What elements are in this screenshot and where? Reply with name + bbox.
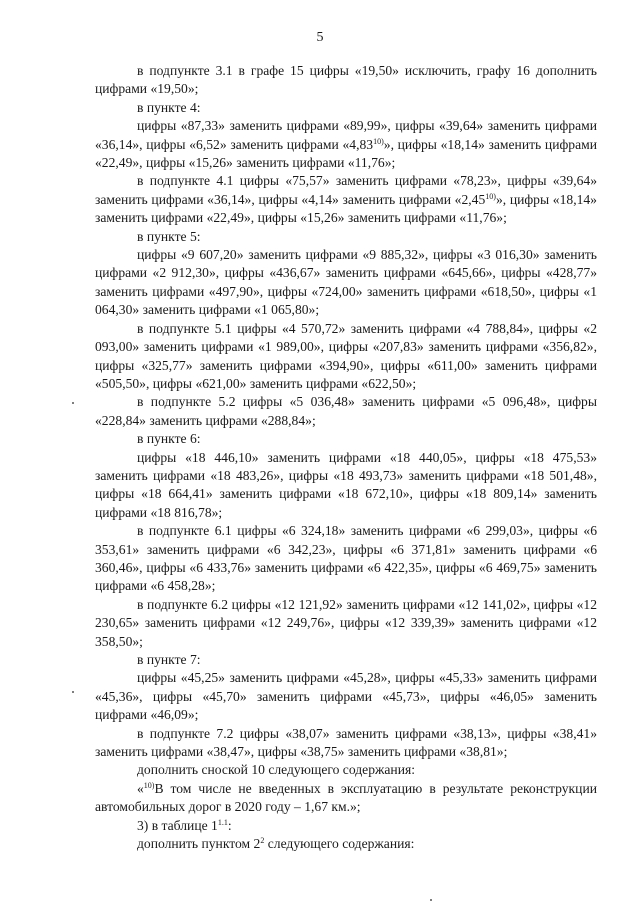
paragraph: [95, 228, 597, 246]
paragraph-text: цифры «45,25» заменить цифрами «45,28», цифры «45,33» заменить цифрами «45,36», цифры «45,70» заменить цифрами «45,73», цифры «46,05» заменить цифрами «46,09»;: [95, 670, 597, 723]
paragraph-text: в подпункте 4.1 цифры «75,57» заменить цифрами «78,23», цифры «39,64» заменить цифрами «36,14», цифры «4,14» заменить цифрами «2,45: [95, 173, 597, 207]
paragraph: [95, 669, 597, 724]
page-number: 5: [316, 30, 324, 45]
paragraph-text: в подпункте 5.1 цифры «4 570,72» заменить цифрами «4 788,84», цифры «2 093,00» заменить цифрами «1 989,00», цифры «207,83» заменить цифрами «356,82», цифры «325,77» заменить цифрами «394,90», цифры «611,00» заменить цифрами «505,50», цифры «621,00» заменить цифрами «622,50»;: [95, 320, 597, 391]
paragraph-text: в подпункте 6.2 цифры «12 121,92» заменить цифрами «12 141,02», цифры «12 230,65» заменить цифрами «12 249,76», цифры «12 339,39» заменить цифрами «12 358,50»;: [95, 596, 597, 649]
paragraph: [95, 117, 597, 172]
paragraph-text: », цифры «18,14» заменить цифрами «22,49», цифры «15,26» заменить цифрами «11,76»;: [95, 191, 597, 226]
scan-speck: [430, 899, 432, 901]
superscript: 2: [260, 836, 265, 846]
paragraph-text: следующего содержания:: [264, 836, 415, 852]
paragraph-text: в пункте 5:: [137, 228, 201, 244]
paragraph: [95, 449, 597, 523]
paragraph-text: дополнить пунктом 2: [137, 836, 261, 852]
paragraph: [95, 320, 597, 394]
paragraph-text: в подпункте 7.2 цифры «38,07» заменить цифрами «38,13», цифры «38,41» заменить цифрами «38,47», цифры «38,75» заменить цифрами «38,81»;: [95, 725, 597, 760]
paragraph-text: в пункте 7:: [137, 652, 201, 667]
paragraph-text: », цифры «18,14» заменить цифрами «22,49», цифры «15,26» заменить цифрами «11,76»;: [95, 136, 597, 171]
paragraph: [95, 172, 597, 227]
footnote-ref: 10): [485, 191, 496, 201]
paragraph-text: в подпункте 3.1 в графе 15 цифры «19,50» исключить, графу 16 дополнить цифрами «19,50»;: [95, 63, 597, 97]
paragraph: [95, 817, 597, 835]
paragraph: [95, 651, 597, 669]
paragraph-text: :: [227, 817, 232, 833]
paragraph-text: 3) в таблице 1: [137, 817, 218, 833]
paragraph: [95, 761, 597, 779]
paragraph-text: цифры «87,33» заменить цифрами «89,99», цифры «39,64» заменить цифрами «36,14», цифры «6,52» заменить цифрами «4,83: [95, 118, 597, 152]
document-body: [95, 62, 597, 853]
scan-speck: [72, 691, 74, 693]
paragraph-text: цифры «9 607,20» заменить цифрами «9 885,32», цифры «3 016,30» заменить цифрами «2 912,30», цифры «436,67» заменить цифрами «645,66», цифры «428,77» заменить цифрами «497,90», цифры «724,00» заменить цифрами «618,50», цифры «1 064,30» заменить цифрами «1 065,80»;: [95, 247, 597, 318]
paragraph: [95, 62, 597, 99]
paragraph-text: в подпункте 5.2 цифры «5 036,48» заменить цифрами «5 096,48», цифры «228,84» заменить цифрами «288,84»;: [95, 394, 597, 428]
paragraph-text: «: [137, 780, 144, 796]
scan-speck: [72, 402, 74, 404]
paragraph: [95, 430, 597, 448]
superscript: 1.1: [217, 817, 228, 827]
paragraph-text: цифры «18 446,10» заменить цифрами «18 440,05», цифры «18 475,53» заменить цифрами «18 483,26», цифры «18 493,73» заменить цифрами «18 501,48», цифры «18 664,41» заменить цифрами «18 672,10», цифры «18 809,14» заменить цифрами «18 816,78»;: [95, 449, 597, 520]
footnote-ref: 10): [143, 780, 155, 790]
paragraph: [95, 99, 597, 117]
paragraph-text: в подпункте 6.1 цифры «6 324,18» заменить цифрами «6 299,03», цифры «6 353,61» заменить цифрами «6 342,23», цифры «6 371,81» заменить цифрами «6 360,46», цифры «6 433,76» заменить цифрами «6 422,35», цифры «6 469,75» заменить цифрами «6 458,28»;: [95, 523, 597, 594]
paragraph: [95, 725, 597, 762]
paragraph: [95, 596, 597, 651]
paragraph: [95, 393, 597, 430]
paragraph-text: в пункте 4:: [137, 99, 201, 115]
paragraph-text: в пункте 6:: [137, 431, 201, 447]
paragraph-text: В том числе не введенных в эксплуатацию в результате реконструкции автомобильных дорог в 2020 году – 1,67 км.»;: [95, 780, 597, 815]
paragraph: [95, 780, 597, 817]
paragraph-text: дополнить сноской 10 следующего содержания:: [137, 762, 415, 778]
paragraph: [95, 522, 597, 596]
paragraph: [95, 835, 597, 853]
footnote-ref: 10): [373, 136, 384, 146]
paragraph: [95, 246, 597, 320]
